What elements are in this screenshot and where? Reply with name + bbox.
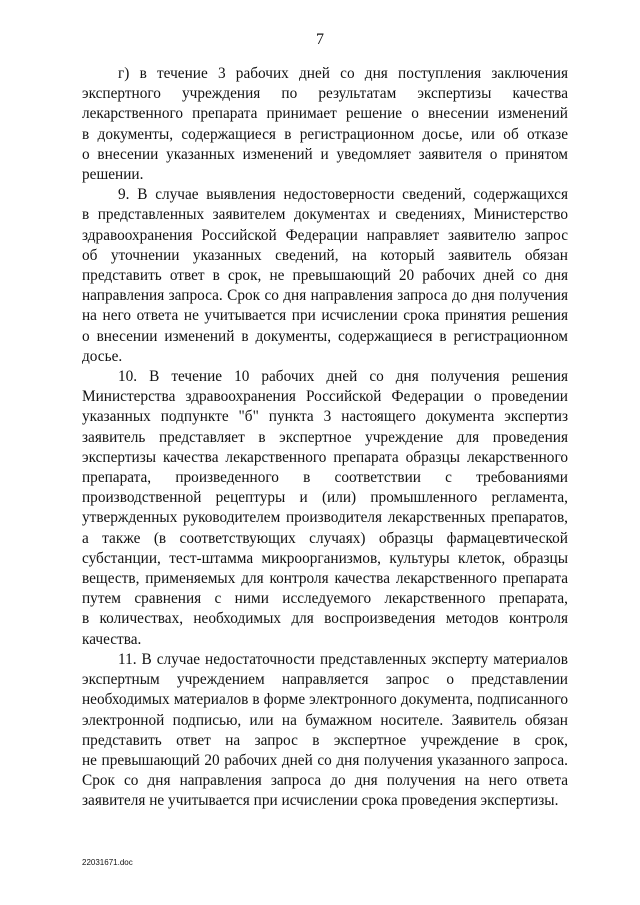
text-line: а также (в соответствующих случаях) образцы фармацевтической bbox=[82, 529, 568, 547]
text-line: Министерства здравоохранения Российской Федерации о проведении bbox=[82, 388, 568, 406]
text-line: веществ, применяемых для контроля качества лекарственного препарата bbox=[82, 570, 568, 588]
text-line: в количествах, необходимых для воспроизведения методов контроля bbox=[82, 610, 568, 628]
text-line: здравоохранения Российской Федерации направляет заявителю запрос bbox=[82, 226, 568, 244]
paragraph-11 bbox=[82, 650, 568, 812]
page-number: 7 bbox=[316, 31, 324, 48]
document-file-code: 22031671.doc bbox=[82, 858, 133, 867]
text-line: необходимых материалов в форме электронного документа, подписанного bbox=[82, 691, 568, 709]
text-line: досье. bbox=[82, 347, 123, 365]
text-line: экспертным учреждением направляется запрос о представлении bbox=[82, 671, 568, 689]
text-line: утвержденных руководителем производителя лекарственных препаратов, bbox=[82, 509, 568, 527]
paragraph-8g bbox=[82, 64, 568, 185]
text-line: субстанции, тест-штамма микроорганизмов, культуры клеток, образцы bbox=[82, 549, 568, 567]
text-line: электронной подписью, или на бумажном носителе. Заявитель обязан bbox=[82, 711, 568, 729]
text-line: г) в течение 3 рабочих дней со дня поступления заключения bbox=[118, 65, 568, 82]
paragraph-9 bbox=[82, 185, 568, 367]
text-line: производственной рецептуры и (или) промышленного регламента, bbox=[82, 489, 568, 507]
text-line: представить ответ на запрос в экспертное учреждение в срок, bbox=[82, 731, 568, 749]
text-line: экспертного учреждения по результатам экспертизы качества bbox=[82, 85, 568, 103]
text-line: препарата, произведенного в соответствии с требованиями bbox=[82, 469, 568, 487]
text-line: качества. bbox=[82, 630, 142, 648]
document-body bbox=[82, 64, 568, 812]
paragraph-10 bbox=[82, 367, 568, 650]
text-line: о внесении изменений в документы, содержащиеся в регистрационном bbox=[82, 327, 568, 345]
text-line: заявитель представляет в экспертное учреждение для проведения bbox=[82, 428, 568, 446]
text-line: 10. В течение 10 рабочих дней со дня получения решения bbox=[118, 368, 568, 386]
text-line: направления запроса. Срок со дня направления запроса до дня получения bbox=[82, 287, 568, 305]
text-line: путем сравнения с ними исследуемого лекарственного препарата, bbox=[82, 590, 568, 608]
text-line: заявителя не учитывается при исчислении срока проведения экспертизы. bbox=[82, 792, 559, 810]
text-line: 9. В случае выявления недостоверности сведений, содержащихся bbox=[118, 186, 568, 204]
text-line: на него ответа не учитывается при исчислении срока принятия решения bbox=[82, 307, 568, 325]
text-line: указанных подпункте "б" пункта 3 настоящего документа экспертиз bbox=[82, 408, 568, 426]
text-line: не превышающий 20 рабочих дней со дня получения указанного запроса. bbox=[82, 751, 568, 769]
text-line: Срок со дня направления запроса до дня получения на него ответа bbox=[82, 772, 568, 790]
text-line: в представленных заявителем документах и сведениях, Министерство bbox=[82, 206, 568, 224]
text-line: в документы, содержащиеся в регистрационном досье, или об отказе bbox=[82, 125, 568, 143]
text-line: лекарственного препарата принимает решение о внесении изменений bbox=[82, 105, 568, 123]
text-line: решении. bbox=[82, 166, 144, 184]
text-line: экспертизы качества лекарственного препарата образцы лекарственного bbox=[82, 448, 568, 466]
text-line: о внесении указанных изменений и уведомляет заявителя о принятом bbox=[82, 145, 568, 163]
text-line: 11. В случае недостаточности представленных эксперту материалов bbox=[118, 650, 568, 668]
text-line: об уточнении указанных сведений, на который заявитель обязан bbox=[82, 246, 568, 264]
text-line: представить ответ в срок, не превышающий 20 рабочих дней со дня bbox=[82, 267, 568, 285]
